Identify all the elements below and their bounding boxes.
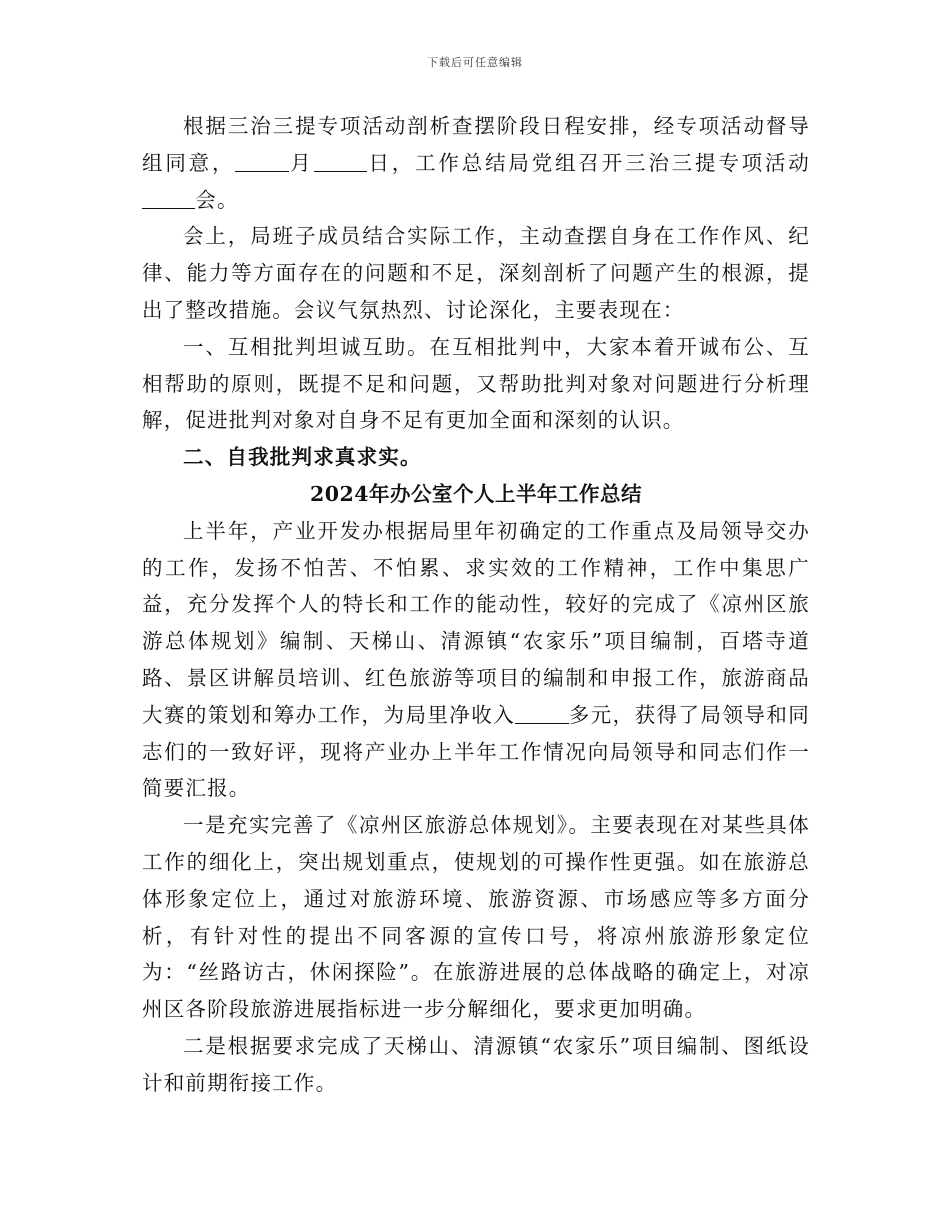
text-segment: 日，工作总结局党组召开三治三提专项活动 bbox=[366, 150, 810, 175]
fill-in-blank-income bbox=[515, 702, 568, 725]
paragraph-plan-improvement: 一是充实完善了《凉州区旅游总体规划》。主要表现在对某些具体工作的细化上，突出规划重点，使规划的可操作性更强。如在旅游总体形象定位上，通过对旅游环境、旅游资源、市场感应等多方面分析，有针对性的提出不同客源的宣传口号，将凉州旅游形象定位为：“丝路访古，休闲探险”。在旅游进展的总体战略的确定上，对凉州区各阶段旅游进展指标进一步分解细化，要求更加明确。 bbox=[142, 813, 810, 1022]
fill-in-blank-month bbox=[235, 150, 288, 173]
paragraph-meeting-intro bbox=[142, 108, 810, 218]
text-segment: 上半年，产业开发办根据局里年初确定的工作重点及局领导交办的工作，发扬不怕苦、不怕累、求实效的工作精神，工作中集思广益，充分发挥个人的特长和工作的能动性，较好的完成了《凉州区旅游总体规划》编制、天梯山、清源镇“农家乐”项目编制，百塔寺道路、景区讲解员培训、红色旅游等项目的编制和申报工作，旅游商品大赛的策划和筹办工作，为局里净收入 bbox=[142, 518, 810, 727]
text-segment: 根据三治三提专项活动剖析查摆阶段日程安排，经专项活动督导组同意， bbox=[142, 114, 810, 175]
text-segment: 月 bbox=[288, 150, 314, 175]
document-body bbox=[142, 108, 810, 1102]
paragraph-meeting-content: 会上，局班子成员结合实际工作，主动查摆自身在工作作风、纪律、能力等方面存在的问题和不足，深刻剖析了问题产生的根源，提出了整改措施。会议气氛热烈、讨论深化，主要表现在： bbox=[142, 224, 810, 322]
paragraph-mutual-criticism: 一、互相批判坦诚互助。在互相批判中，大家本着开诚布公、互相帮助的原则，既提不足和问题，又帮助批判对象对问题进行分析理解，促进批判对象对自身不足有更加全面和深刻的认识。 bbox=[142, 334, 810, 433]
paragraph-half-year-summary bbox=[142, 513, 810, 807]
paragraph-project-compilation: 二是根据要求完成了天梯山、清源镇“农家乐”项目编制、图纸设计和前期衔接工作。 bbox=[142, 1033, 810, 1095]
fill-in-blank-meeting bbox=[142, 187, 195, 210]
text-segment: 多元，获得了局领导和同志们的一致好评，现将产业办上半年工作情况向局领导和同志们作一简要汇报。 bbox=[142, 702, 811, 801]
page-header-note: 下载后可任意编辑 bbox=[427, 56, 523, 69]
section-heading-self-criticism: 二、自我批判求真求实。 bbox=[183, 445, 422, 470]
fill-in-blank-day bbox=[314, 150, 367, 173]
document-title: 2024年办公室个人上半年工作总结 bbox=[309, 481, 643, 506]
text-segment: 会。 bbox=[195, 187, 239, 212]
